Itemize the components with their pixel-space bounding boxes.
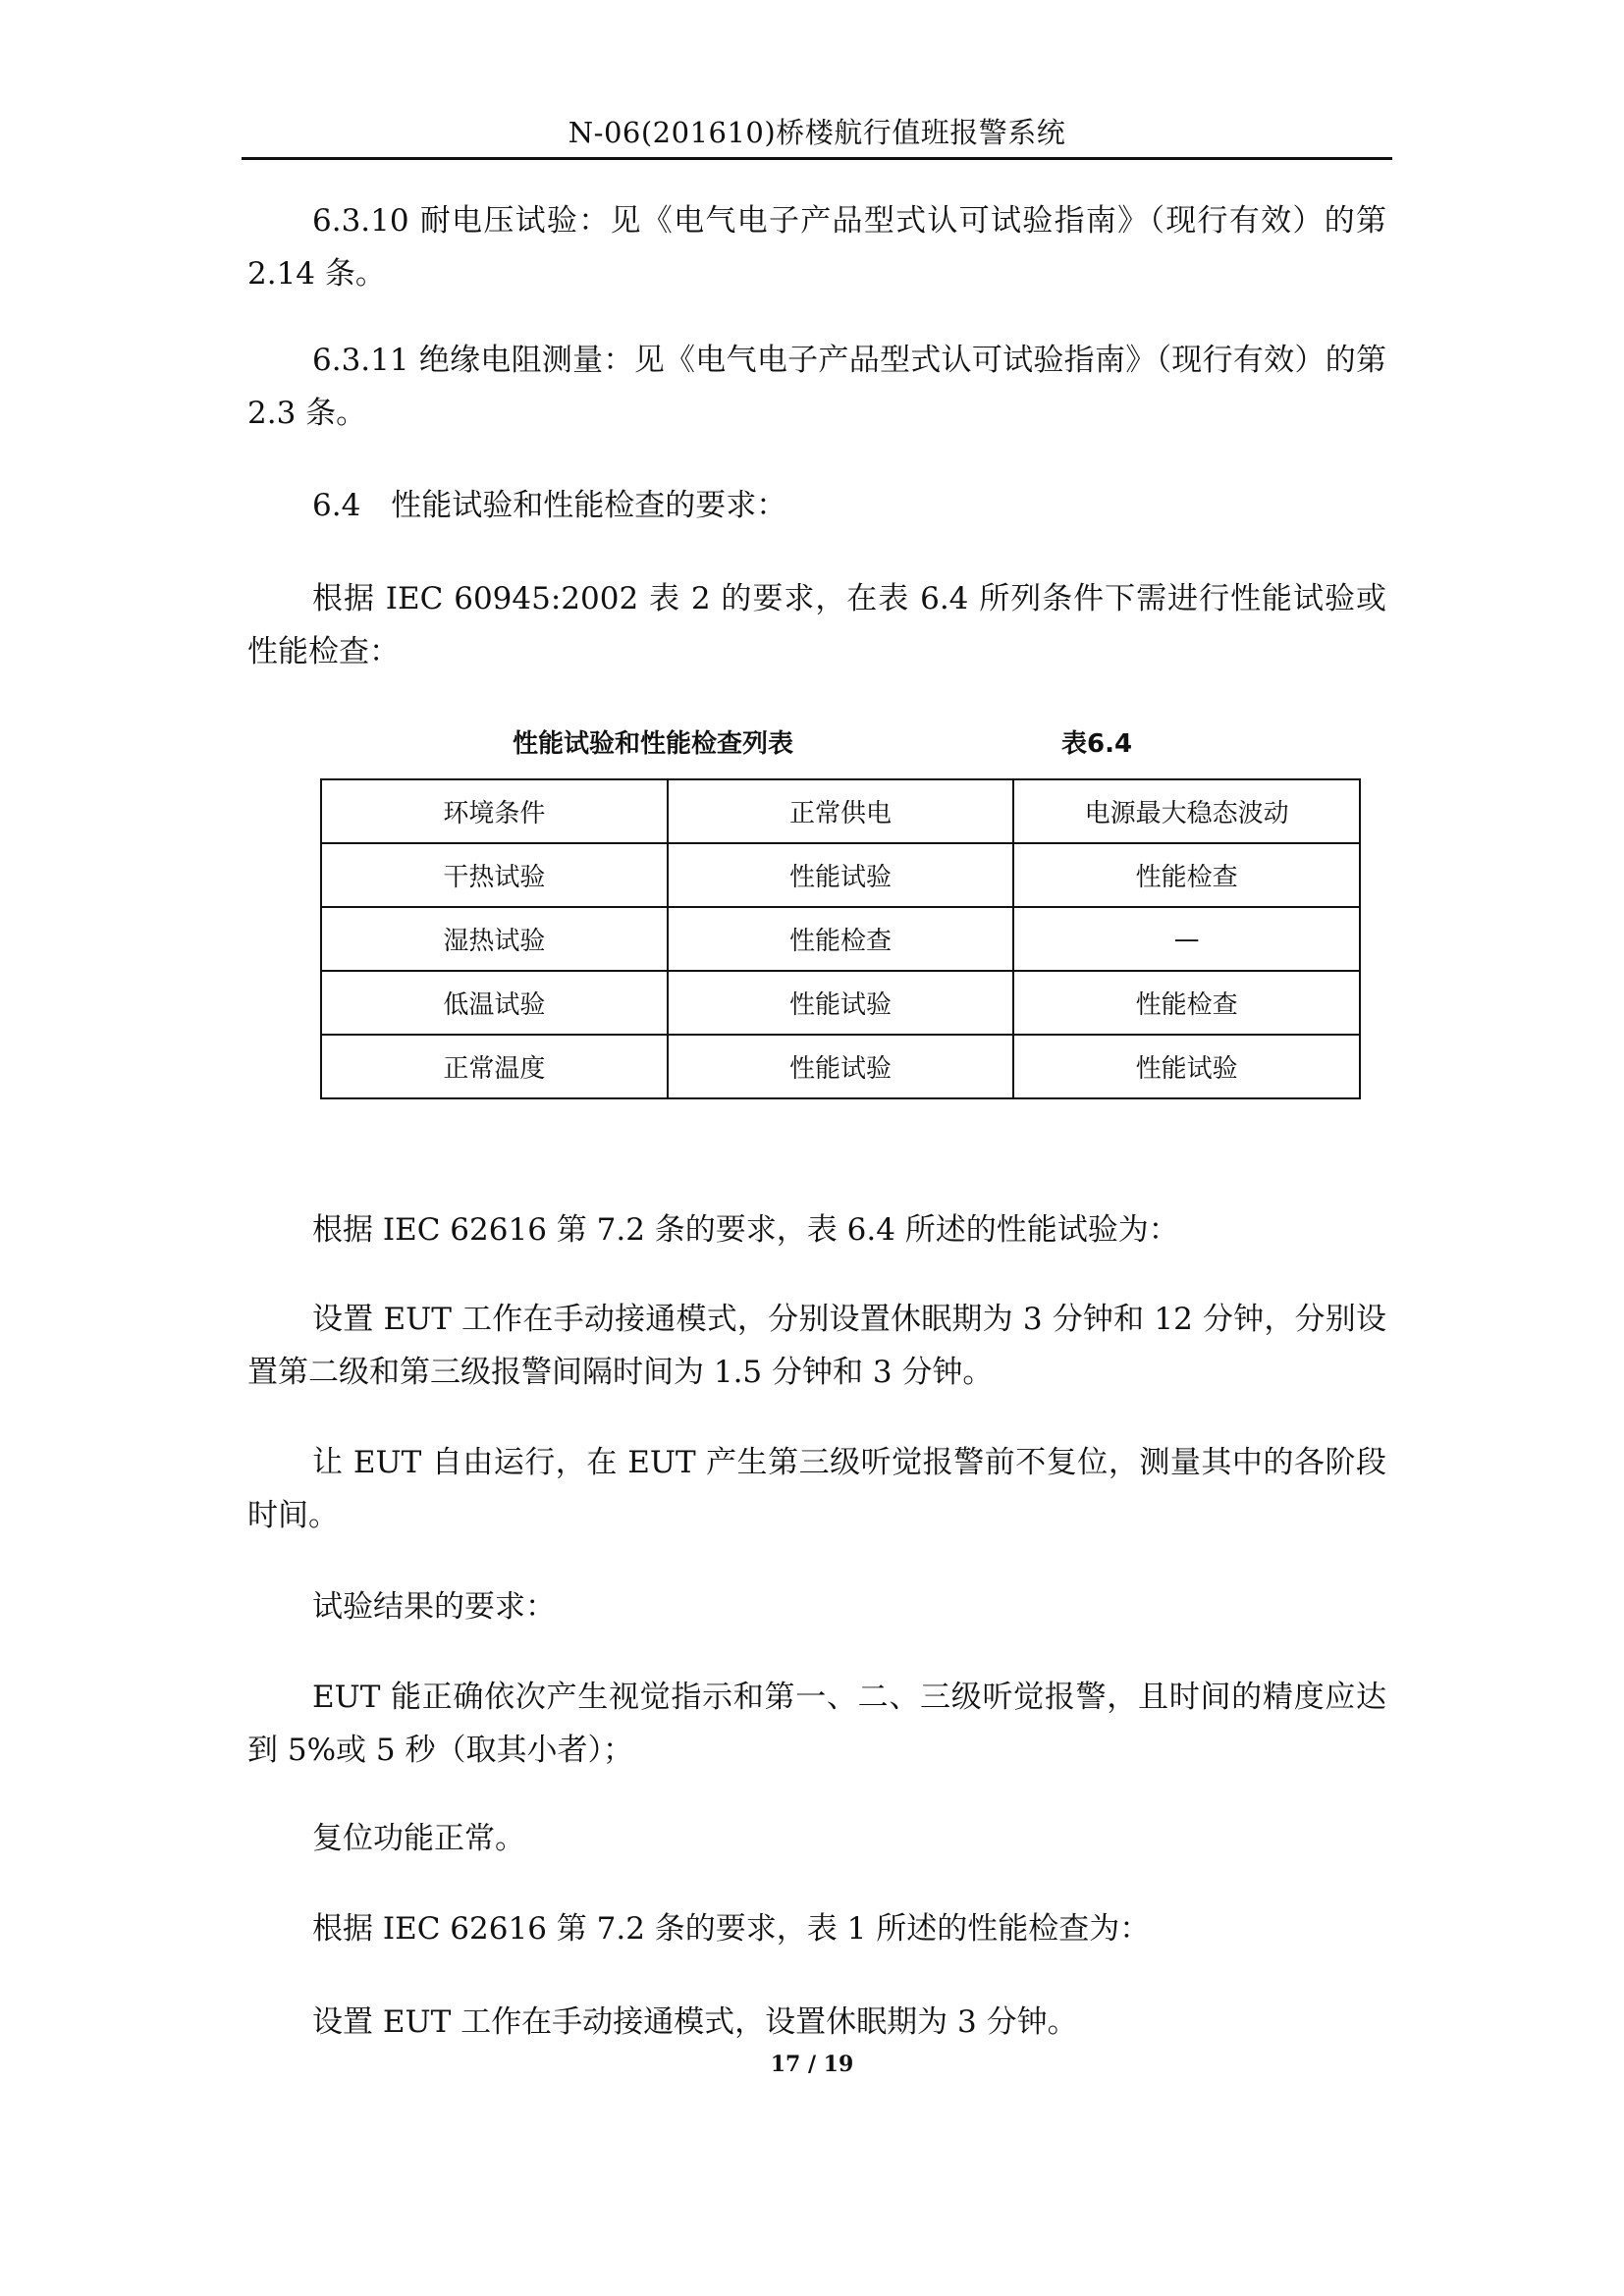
paragraph-reset: 复位功能正常。 bbox=[312, 1821, 525, 1856]
table-row bbox=[321, 1035, 1360, 1098]
table-header-row bbox=[321, 779, 1360, 843]
table-cell: — bbox=[1013, 907, 1360, 971]
performance-test-table bbox=[320, 778, 1361, 1099]
table-cell: 低温试验 bbox=[321, 971, 668, 1035]
paragraph-6-3-10: 6.3.10 耐电压试验：见《电气电子产品型式认可试验指南》（现行有效）的第 2.14 条。 bbox=[247, 203, 1386, 292]
table-cell: 性能试验 bbox=[668, 1035, 1014, 1098]
table-caption: 性能试验和性能检查列表 bbox=[513, 729, 794, 759]
table-cell: 性能试验 bbox=[1013, 1035, 1360, 1098]
paragraph-eut-run: 让 EUT 自由运行，在 EUT 产生第三级听觉报警前不复位，测量其中的各阶段时间。 bbox=[247, 1445, 1386, 1533]
table-cell: 性能试验 bbox=[668, 971, 1014, 1035]
table-row bbox=[321, 843, 1360, 907]
paragraph-result-accuracy: EUT 能正确依次产生视觉指示和第一、二、三级听觉报警，且时间的精度应达到 5%或 5 秒（取其小者）； bbox=[247, 1680, 1386, 1768]
paragraph-check-setup: 设置 EUT 工作在手动接通模式，设置休眠期为 3 分钟。 bbox=[312, 2004, 1078, 2040]
paragraph-performance-check: 根据 IEC 62616 第 7.2 条的要求，表 1 所述的性能检查为： bbox=[312, 1911, 1151, 1947]
table-row bbox=[321, 907, 1360, 971]
paragraph-performance-test: 根据 IEC 62616 第 7.2 条的要求，表 6.4 所述的性能试验为： bbox=[312, 1212, 1179, 1248]
document-header-title: N-06(201610)桥楼航行值班报警系统 bbox=[568, 116, 1066, 149]
table-header-cell: 环境条件 bbox=[321, 779, 668, 843]
table-header-cell: 正常供电 bbox=[668, 779, 1014, 843]
table-cell: 正常温度 bbox=[321, 1035, 668, 1098]
paragraph-eut-setup: 设置 EUT 工作在手动接通模式，分别设置休眠期为 3 分钟和 12 分钟，分别设置第二级和第三级报警间隔时间为 1.5 分钟和 3 分钟。 bbox=[247, 1302, 1386, 1390]
paragraph-result-heading: 试验结果的要求： bbox=[312, 1589, 556, 1625]
paragraph-intro-table: 根据 IEC 60945:2002 表 2 的要求，在表 6.4 所列条件下需进行性能试验或性能检查： bbox=[247, 581, 1386, 669]
table-header-cell: 电源最大稳态波动 bbox=[1013, 779, 1360, 843]
table-cell: 干热试验 bbox=[321, 843, 668, 907]
table-row bbox=[321, 971, 1360, 1035]
table-cell: 性能试验 bbox=[668, 843, 1014, 907]
table-cell: 性能检查 bbox=[668, 907, 1014, 971]
page-number: 17 / 19 bbox=[770, 2052, 854, 2077]
table-cell: 性能检查 bbox=[1013, 843, 1360, 907]
table-number: 表6.4 bbox=[1061, 729, 1133, 759]
section-heading-6-4: 6.4 性能试验和性能检查的要求： bbox=[312, 488, 787, 523]
paragraph-6-3-11: 6.3.11 绝缘电阻测量：见《电气电子产品型式认可试验指南》（现行有效）的第 2.3 条。 bbox=[247, 343, 1386, 431]
table-cell: 湿热试验 bbox=[321, 907, 668, 971]
table-cell: 性能检查 bbox=[1013, 971, 1360, 1035]
header-divider bbox=[242, 157, 1392, 160]
